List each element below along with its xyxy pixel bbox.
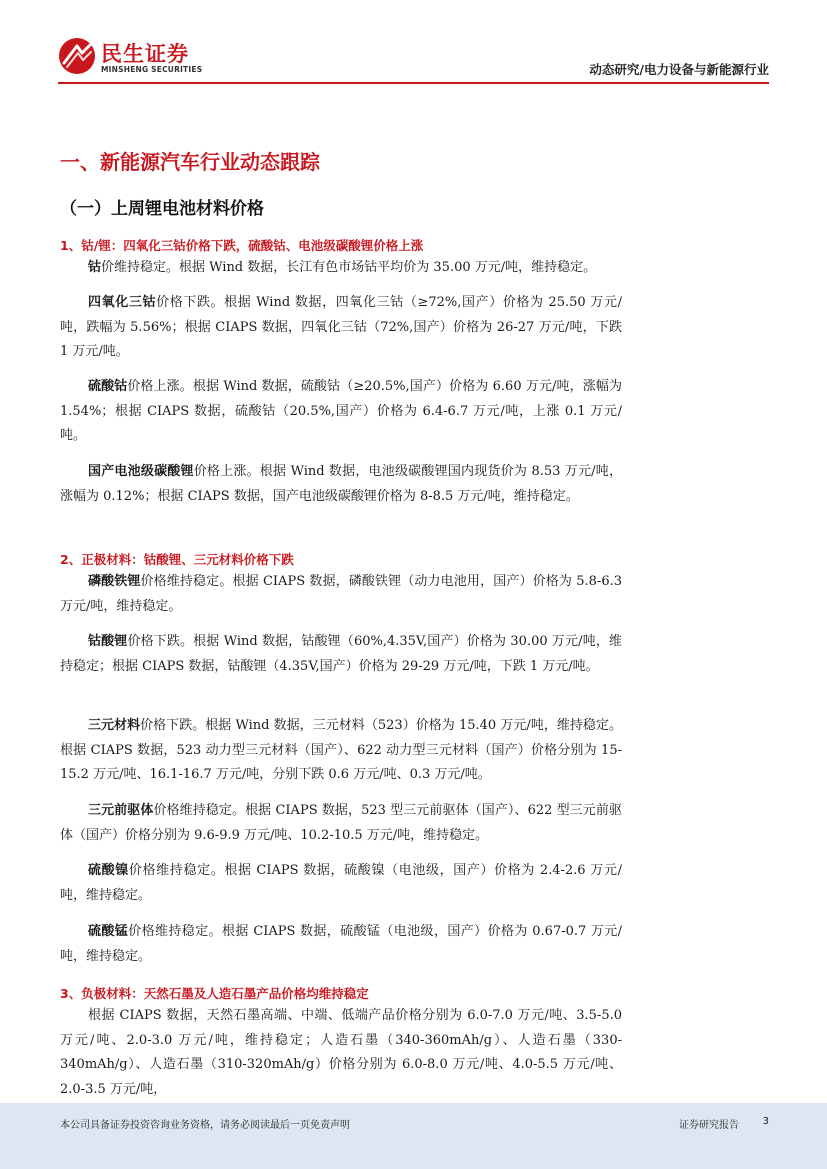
- section-heading-2: （一）上周锂电池材料价格: [60, 199, 264, 219]
- term-bold: 磷酸铁锂: [88, 574, 141, 589]
- term-bold: 钴: [88, 260, 102, 275]
- paragraph-text: 价格维持稳定。根据 CIAPS 数据，硫酸镍（电池级，国产）价格为 2.4-2.6 万元/吨，维持稳定。: [60, 863, 622, 903]
- logo-chinese-name: 民生证券: [101, 42, 189, 66]
- paragraph-lithium-carbonate: [60, 460, 622, 509]
- term-bold: 三元前驱体: [88, 803, 154, 818]
- subsection-title-cobalt-lithium: 1、钴/锂：四氧化三钴价格下跌，硫酸钴、电池级碳酸锂价格上涨: [60, 238, 424, 253]
- term-bold: 硫酸镍: [88, 863, 129, 878]
- paragraph-text: 价维持稳定。根据 Wind 数据，长江有色市场钴平均价为 35.00 万元/吨，维持稳定。: [101, 260, 597, 275]
- paragraph-text: 价格下跌。根据 Wind 数据，四氧化三钴（≥72%,国产）价格为 25.50 万元/吨，跌幅为 5.56%；根据 CIAPS 数据，四氧化三钴（72%,国产）价格为 26-27 万元/吨，下跌 1 万元/吨。: [60, 295, 622, 359]
- page-footer: [0, 1103, 827, 1169]
- minsheng-logo-icon: [58, 36, 96, 76]
- footer-disclaimer: 本公司具备证券投资咨询业务资格，请务必阅读最后一页免责声明: [60, 1120, 350, 1131]
- paragraph-lco: [60, 630, 622, 679]
- page-header: [0, 0, 827, 84]
- footer-report-label: 证券研究报告: [679, 1120, 739, 1131]
- paragraph-text: 价格维持稳定。根据 CIAPS 数据，硫酸锰（电池级，国产）价格为 0.67-0.7 万元/吨，维持稳定。: [60, 924, 622, 964]
- term-bold: 四氧化三钴: [88, 295, 157, 310]
- report-type-label: 动态研究/电力设备与新能源行业: [589, 62, 769, 77]
- paragraph-text: 价格下跌。根据 Wind 数据，三元材料（523）价格为 15.40 万元/吨，维持稳定。根据 CIAPS 数据，523 动力型三元材料（国产）、622 动力型三元材料（国产）价格分别为 15-15.2 万元/吨、16.1-16.7 万元/吨，分别下跌 0.6 万元/吨、0.3 万元/吨。: [60, 718, 622, 782]
- paragraph-ternary: [60, 714, 622, 788]
- subsection-title-anode: 3、负极材料：天然石墨及人造石墨产品价格均维持稳定: [60, 986, 369, 1001]
- term-bold: 国产电池级碳酸锂: [88, 464, 194, 479]
- term-bold: 钴酸锂: [88, 634, 128, 649]
- paragraph-manganese-sulfate: [60, 920, 622, 969]
- header-divider: [58, 82, 769, 84]
- paragraph-text: 根据 CIAPS 数据，天然石墨高端、中端、低端产品价格分别为 6.0-7.0 万元/吨、3.5-5.0 万元/吨、2.0-3.0 万元/吨，维持稳定；人造石墨（340-360mAh/g）、人造石墨（330-340mAh/g）、人造石墨（310-320mAh/g）价格分别为 6.0-8.0 万元/吨、4.0-5.5 万元/吨、2.0-3.5 万元/吨，: [60, 1008, 622, 1097]
- term-bold: 三元材料: [88, 718, 141, 733]
- paragraph-text: 价格上涨。根据 Wind 数据，电池级碳酸锂国内现货价为 8.53 万元/吨，涨幅为 0.12%；根据 CIAPS 数据，国产电池级碳酸锂价格为 8-8.5 万元/吨，维持稳定。: [60, 464, 622, 504]
- company-logo: [58, 36, 218, 80]
- paragraph-text: 价格维持稳定。根据 CIAPS 数据，523 型三元前驱体（国产）、622 型三元前驱体（国产）价格分别为 9.6-9.9 万元/吨、10.2-10.5 万元/吨，维持稳定。: [60, 803, 622, 843]
- term-bold: 硫酸锰: [88, 924, 129, 939]
- paragraph-graphite: [60, 1004, 622, 1102]
- paragraph-cobalt: [60, 256, 622, 281]
- subsection-title-cathode: 2、正极材料：钴酸锂、三元材料价格下跌: [60, 552, 294, 567]
- paragraph-text: 价格维持稳定。根据 CIAPS 数据，磷酸铁锂（动力电池用，国产）价格为 5.8-6.3 万元/吨，维持稳定。: [60, 574, 622, 614]
- paragraph-precursor: [60, 799, 622, 848]
- section-heading-1: 一、新能源汽车行业动态跟踪: [60, 150, 320, 174]
- paragraph-text: 价格下跌。根据 Wind 数据，钴酸锂（60%,4.35V,国产）价格为 30.00 万元/吨，维持稳定；根据 CIAPS 数据，钴酸锂（4.35V,国产）价格为 29-29 万元/吨，下跌 1 万元/吨。: [60, 634, 622, 674]
- paragraph-cobalt-sulfate: [60, 375, 622, 449]
- term-bold: 硫酸钴: [88, 379, 128, 394]
- paragraph-nickel-sulfate: [60, 859, 622, 908]
- paragraph-lfp: [60, 570, 622, 619]
- page-number: 3: [762, 1116, 769, 1127]
- paragraph-cobalt-oxide: [60, 291, 622, 365]
- logo-english-name: MINSHENG SECURITIES: [101, 65, 203, 74]
- paragraph-text: 价格上涨。根据 Wind 数据，硫酸钴（≥20.5%,国产）价格为 6.60 万元/吨，涨幅为 1.54%；根据 CIAPS 数据，硫酸钴（20.5%,国产）价格为 6.4-6.7 万元/吨，上涨 0.1 万元/吨。: [60, 379, 622, 443]
